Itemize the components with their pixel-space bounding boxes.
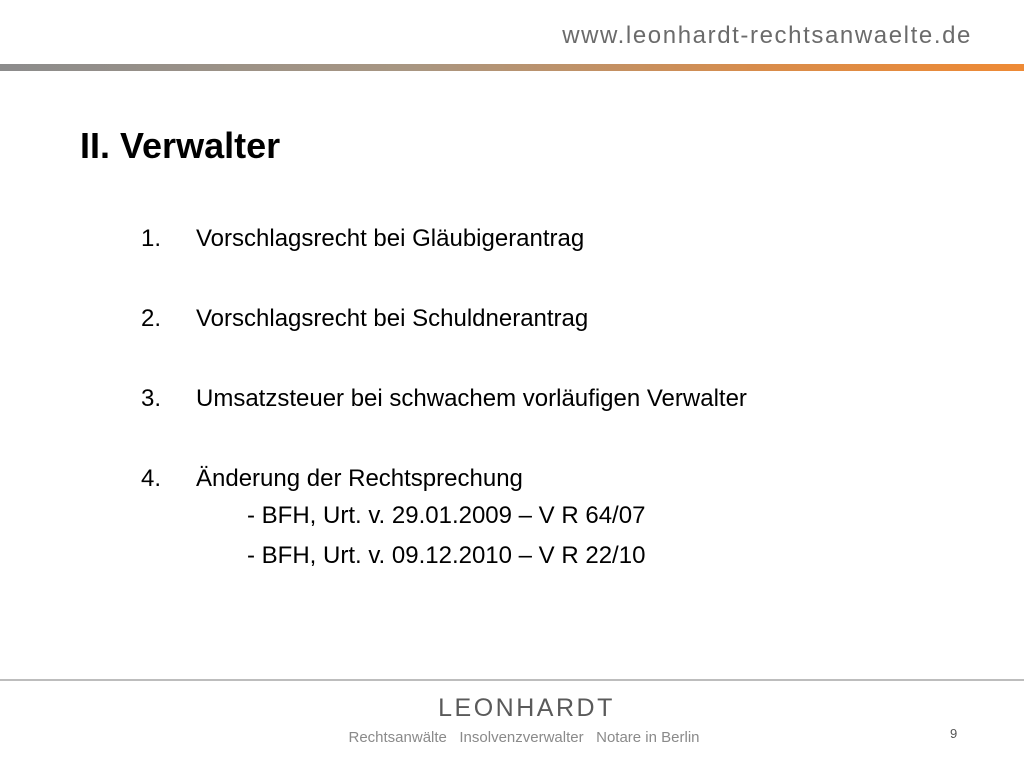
- list-item-1: [141, 222, 781, 256]
- list-item-text: Änderung der Rechtsprechung: [196, 465, 523, 492]
- list-item-2: [141, 302, 781, 336]
- list-item-text: Vorschlagsrecht bei Gläubigerantrag: [196, 225, 585, 252]
- case-citations: [196, 496, 781, 576]
- page-number: 9: [950, 726, 958, 741]
- header-url: www.leonhardt-rechtsanwaelte.de: [562, 22, 972, 49]
- list-item-text: Vorschlagsrecht bei Schuldnerantrag: [196, 305, 589, 332]
- list-item-4: [141, 462, 781, 576]
- case-citation: - BFH, Urt. v. 09.12.2010 – V R 22/10: [247, 542, 646, 569]
- list-item-number: 2.: [141, 305, 162, 332]
- case-citation: - BFH, Urt. v. 29.01.2009 – V R 64/07: [247, 502, 646, 529]
- content-list: [141, 222, 781, 576]
- footer-tagline: Rechtsanwälte Insolvenzverwalter Notare in Berlin: [348, 729, 700, 746]
- list-item-number: 3.: [141, 385, 162, 412]
- list-item-3: [141, 382, 781, 416]
- footer-divider: [0, 679, 1024, 681]
- header-accent-bar: [0, 64, 1024, 71]
- list-item-text: Umsatzsteuer bei schwachem vorläufigen Verwalter: [196, 385, 747, 412]
- footer-logo: LEONHARDT: [438, 694, 615, 722]
- list-item-number: 4.: [141, 465, 162, 492]
- list-item-number: 1.: [141, 225, 162, 252]
- slide-title: II. Verwalter: [80, 125, 281, 166]
